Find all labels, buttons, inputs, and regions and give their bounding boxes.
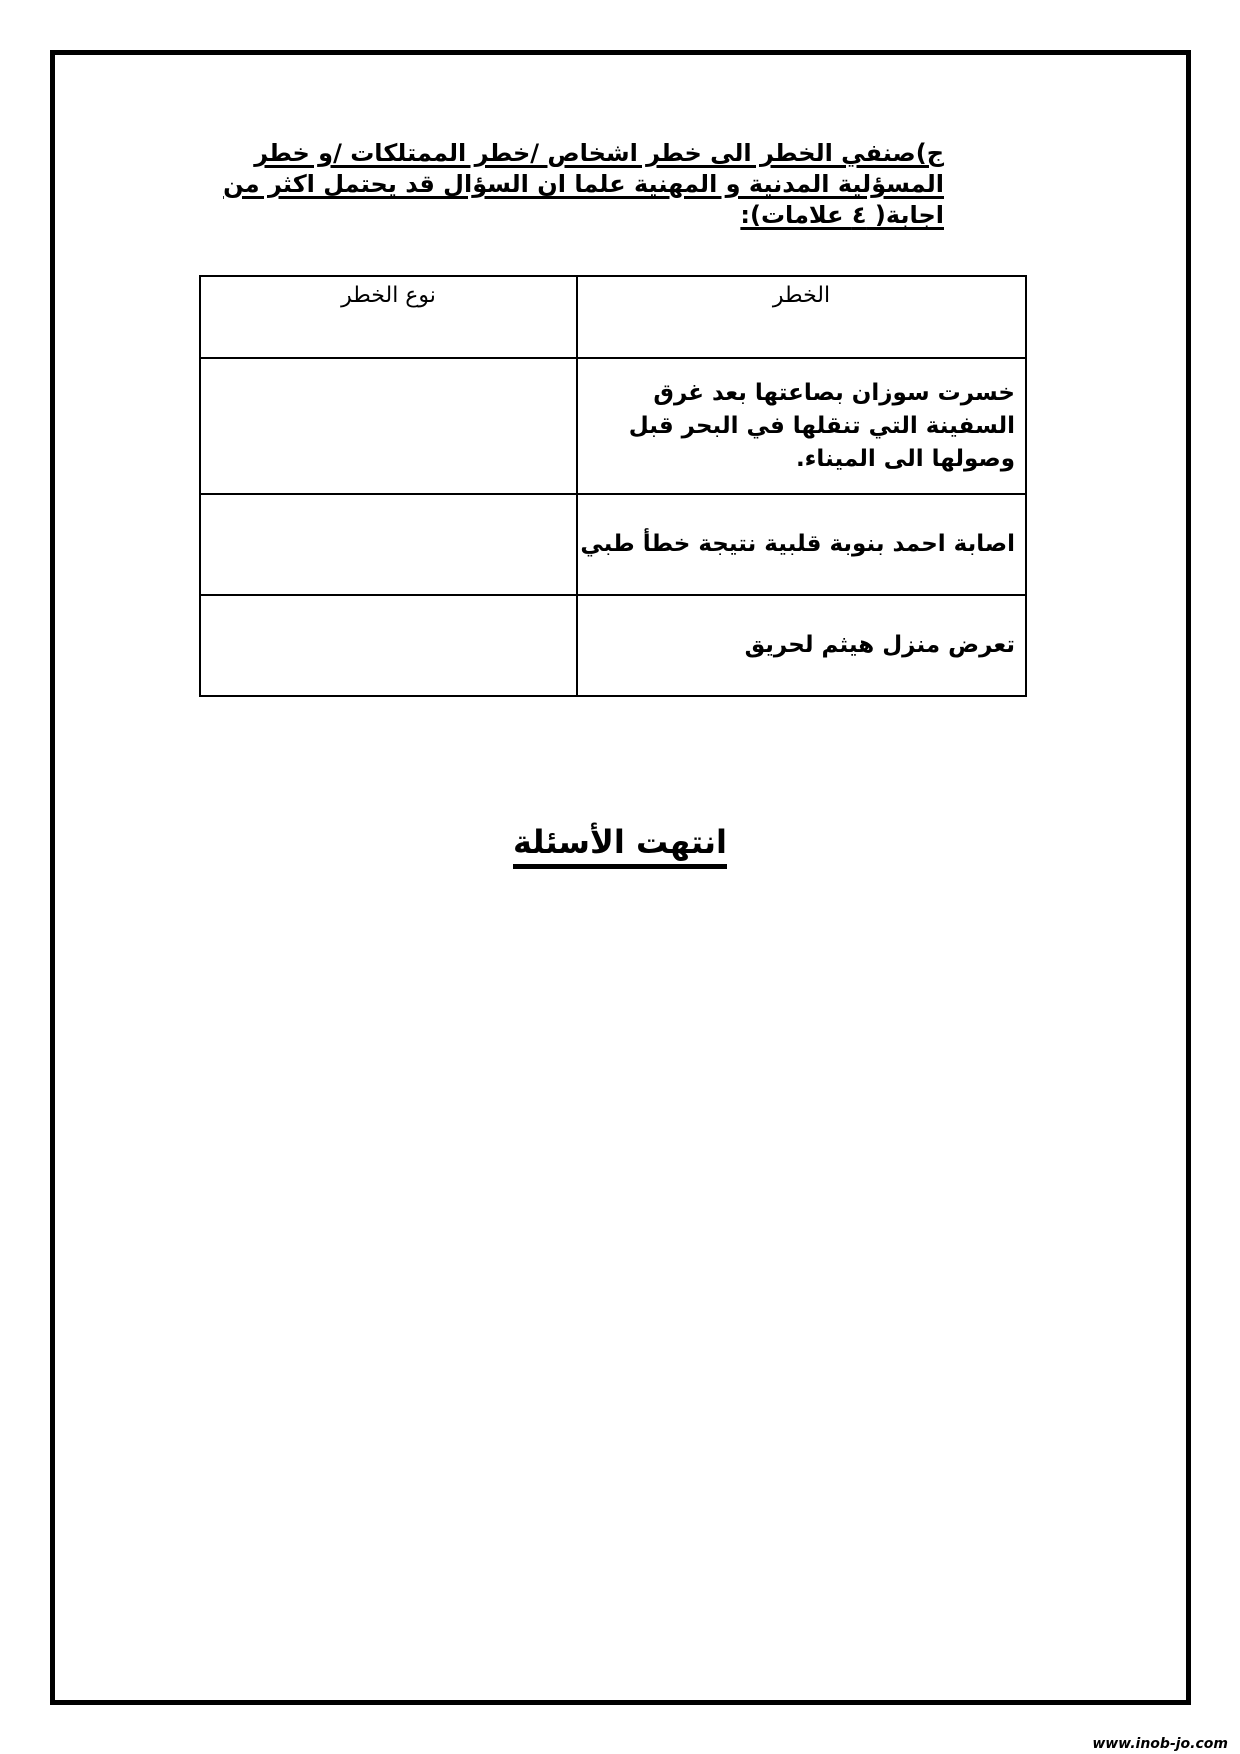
table-row xyxy=(200,358,1026,494)
risk-type-answer-cell[interactable] xyxy=(200,595,577,696)
footer-url: www.inob-jo.com xyxy=(1092,1736,1228,1752)
closing-heading: انتهت الأسئلة xyxy=(513,822,727,869)
risk-description: خسرت سوزان بصاعتها بعد غرق السفينة التي تنقلها في البحر قبل وصولها الى الميناء. xyxy=(577,358,1026,494)
risk-type-answer-cell[interactable] xyxy=(200,358,577,494)
question-prompt: ج)صنفي الخطر الى خطر اشخاص /خطر الممتلكات /و خطر المسؤلية المدنية و المهنية علما ان السؤال قد يحتمل اكثر من اجابة( ٤ علامات): xyxy=(223,139,944,229)
header-risk: الخطر xyxy=(577,276,1026,358)
risk-description: تعرض منزل هيثم لحريق xyxy=(577,595,1026,696)
header-risk-type: نوع الخطر xyxy=(200,276,577,358)
risk-type-answer-cell[interactable] xyxy=(200,494,577,595)
table-row xyxy=(200,494,1026,595)
risk-description: اصابة احمد بنوبة قلبية نتيجة خطأ طبي xyxy=(577,494,1026,595)
closing-heading-wrapper xyxy=(0,822,1240,869)
risk-classification-table xyxy=(199,275,1027,697)
table-row xyxy=(200,595,1026,696)
table-header-row xyxy=(200,276,1026,358)
